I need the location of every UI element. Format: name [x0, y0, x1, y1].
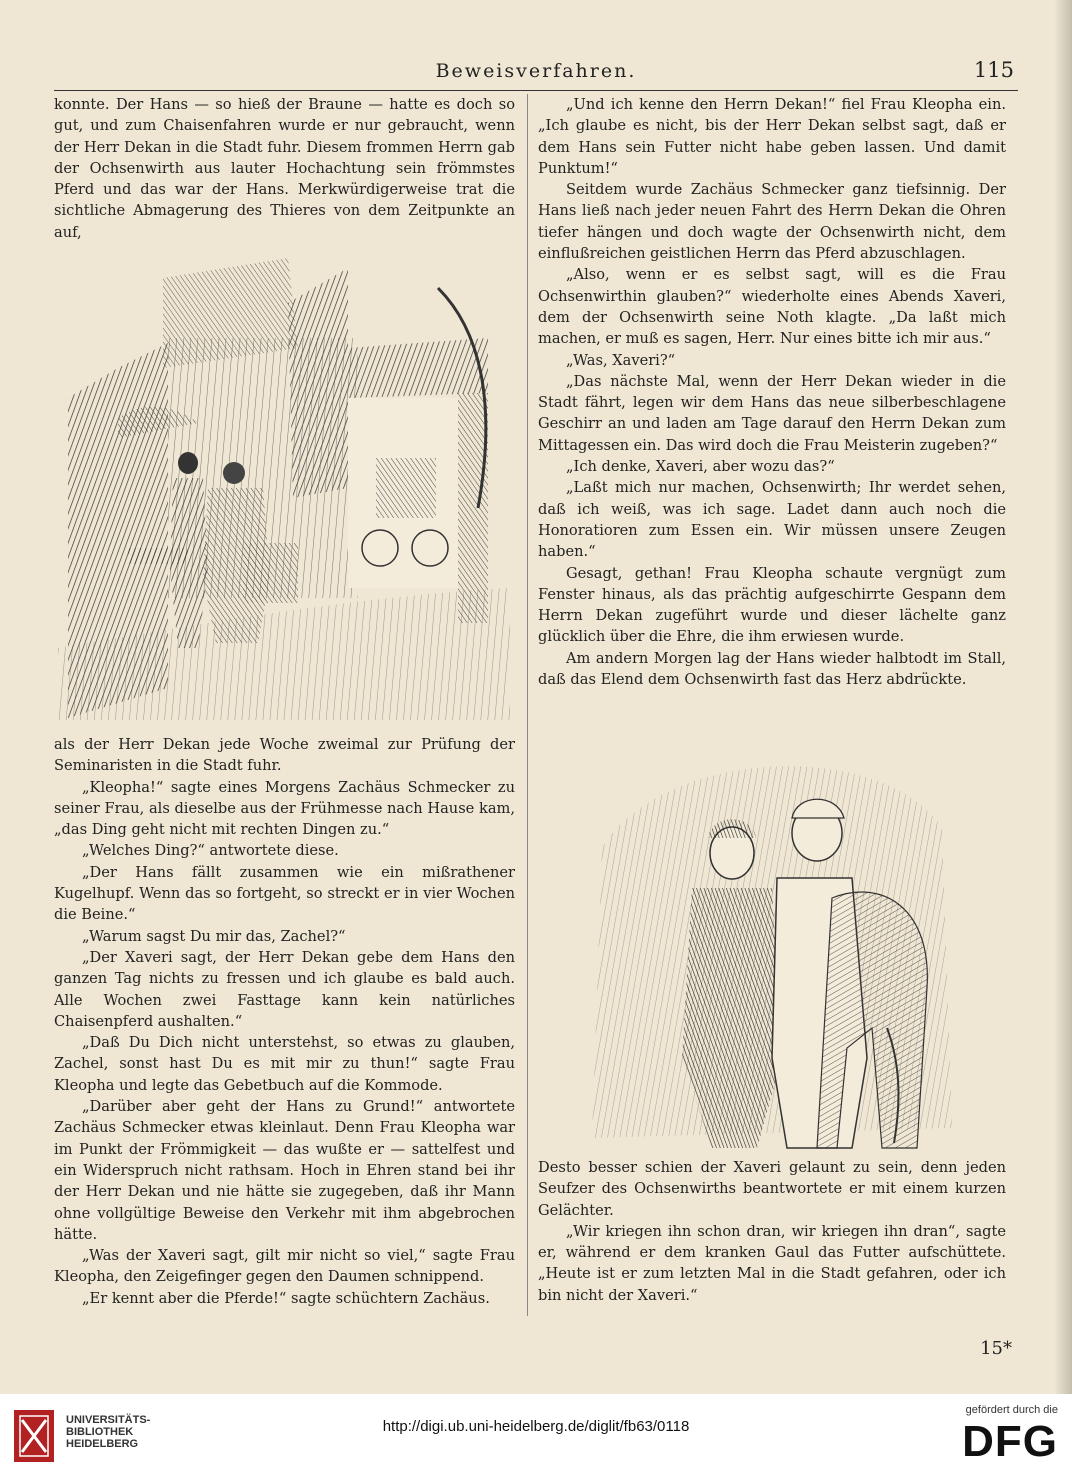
paragraph: „Er kennt aber die Pferde!“ sagte schüchtern Zachäus. — [82, 1289, 490, 1307]
paragraph: „Ich denke, Xaveri, aber wozu das?“ — [566, 458, 835, 476]
viewer-footer — [0, 1394, 1072, 1478]
column-divider — [527, 94, 528, 1316]
left-column-top — [54, 94, 515, 243]
men-and-horse-illustration — [582, 728, 962, 1152]
paragraph: „Das nächste Mal, wenn der Herr Dekan wieder in die Stadt fährt, legen wir dem Hans das neue silberbeschlagene Geschirr an und laden am Tage darauf den Herrn Dekan zum Mittagessen ein. Das wird doch die Frau Meisterin zugeben?“ — [538, 372, 1006, 454]
right-column-top — [538, 94, 1006, 690]
paragraph: Desto besser schien der Xaveri gelaunt zu sein, denn jeden Seufzer des Ochsenwirths beantwortete er mit einem kurzen Gelächter. — [538, 1159, 1006, 1219]
paragraph: „Warum sagst Du mir das, Zachel?“ — [82, 927, 346, 945]
paragraph: Am andern Morgen lag der Hans wieder halbtodt im Stall, daß das Elend dem Ochsenwirth fast das Herz abdrückte. — [538, 649, 1006, 689]
paragraph: „Der Xaveri sagt, der Herr Dekan gebe dem Hans den ganzen Tag nichts zu fressen und ich glaube es bald auch. Alle Wochen zwei Fasttage kann kein natürliches Chaisenpferd aushalten.“ — [54, 948, 515, 1030]
university-name-line: UNIVERSITÄTS- — [66, 1414, 151, 1426]
paragraph: „Und ich kenne den Herrn Dekan!“ fiel Frau Kleopha ein. „Ich glaube es nicht, bis der Herr Dekan selbst sagt, daß er dem Hans sein Futter nicht habe geben lassen. Und damit Punktum!“ — [538, 96, 1006, 177]
page-number: 115 — [973, 58, 1014, 82]
university-seal-icon — [12, 1408, 56, 1464]
paragraph: „Kleopha!“ sagte eines Morgens Zachäus Schmecker zu seiner Frau, als dieselbe aus der Frühmesse nach Hause kam, „das Ding geht nicht mit rechten Dingen zu.“ — [54, 778, 515, 839]
paragraph: „Was, Xaveri?“ — [566, 351, 676, 369]
paragraph: „Daß Du Dich nicht unterstehst, so etwas zu glauben, Zachel, sonst hast Du es mit mir zu thun!“ sagte Frau Kleopha und legte das Gebetbuch auf die Kommode. — [54, 1034, 515, 1094]
sheet-signature: 15* — [980, 1338, 1012, 1359]
header-rule — [54, 90, 1018, 91]
right-column-bottom — [538, 1157, 1006, 1306]
paragraph: „Also, wenn er es selbst sagt, will es die Frau Ochsenwirthin glauben?“ wiederholte eines Abends Xaveri, dem der Ochsenwirth seine Noth klagte. „Da laßt mich machen, er muß es sagen, Herr. Nur eines bitte ich mir aus.“ — [538, 266, 1006, 348]
paragraph: „Laßt mich nur machen, Ochsenwirth; Ihr werdet sehen, daß ich weiß, was ich sage. Ladet dann auch noch die Honoratioren zum Essen ein. Wir müssen unsere Zeugen haben.“ — [538, 479, 1006, 561]
paragraph: „Wir kriegen ihn schon dran, wir kriegen ihn dran“, sagte er, während er dem kranken Gaul das Futter aufschüttete. „Heute ist er zum letzten Mal in die Stadt gefahren, oder ich bin nicht der Xaveri.“ — [538, 1222, 1006, 1304]
running-title: Beweisverfahren. — [435, 60, 637, 82]
funded-by-label: gefördert durch die — [965, 1404, 1058, 1416]
university-name-line: HEIDELBERG — [66, 1438, 139, 1450]
university-name-line: BIBLIOTHEK — [66, 1426, 134, 1438]
paragraph: „Der Hans fällt zusammen wie ein mißrathener Kugelhupf. Wenn das so fortgeht, so streckt er in vier Wochen die Beine.“ — [54, 863, 515, 924]
paragraph: als der Herr Dekan jede Woche zweimal zur Prüfung der Seminaristen in die Stadt fuhr. — [54, 736, 515, 775]
paragraph: konnte. Der Hans — so hieß der Braune — hatte es doch so gut, und zum Chaisenfahren wurde er nur gebraucht, wenn der Herr Dekan in die Stadt fuhr. Diesem frommen Herrn gab der Ochsenwirth aus lauter Hochachtung sein frömmstes Pferd und das war der Hans. Merkwürdigerweise trat die sichtliche Abmagerung des Thieres von dem Zeitpunkte an auf, — [54, 96, 515, 241]
courtyard-illustration — [58, 248, 510, 720]
permalink-url[interactable]: http://digi.ub.uni-heidelberg.de/diglit/fb63/0118 — [382, 1418, 690, 1435]
paragraph: Gesagt, gethan! Frau Kleopha schaute vergnügt zum Fenster hinaus, als das prächtig aufgeschirrte Gespann dem Herrn Dekan zugeführt wurde und dieser lächelte ganz glücklich über die Ehre, die ihm erwiesen wurde. — [538, 564, 1006, 646]
left-column-bottom — [54, 734, 515, 1309]
paragraph: „Welches Ding?“ antwortete diese. — [82, 842, 339, 860]
paragraph: Seitdem wurde Zachäus Schmecker ganz tiefsinnig. Der Hans ließ nach jeder neuen Fahrt des Herrn Dekan die Ohren tiefer hängen und doch wagte der Ochsenwirth nicht, dem einflußreichen geistlichen Herrn das Pferd abzuschlagen. — [538, 181, 1006, 263]
paragraph: „Was der Xaveri sagt, gilt mir nicht so viel,“ sagte Frau Kleopha, den Zeigefinger gegen den Daumen schnippend. — [54, 1247, 515, 1286]
dfg-logo: DFG — [962, 1417, 1058, 1466]
paragraph: „Darüber aber geht der Hans zu Grund!“ antwortete Zachäus Schmecker etwas kleinlaut. Denn Frau Kleopha war im Punkt der Frömmigkeit — das wußte er — sattelfest und ein Widerspruch nicht rathsam. Hoch in Ehren stand bei ihr der Herr Dekan und nie hätte sie zugegeben, daß ihr Mann ohne vollgültige Beweise den Verkehr mit ihm abgebrochen hätte. — [54, 1098, 515, 1243]
